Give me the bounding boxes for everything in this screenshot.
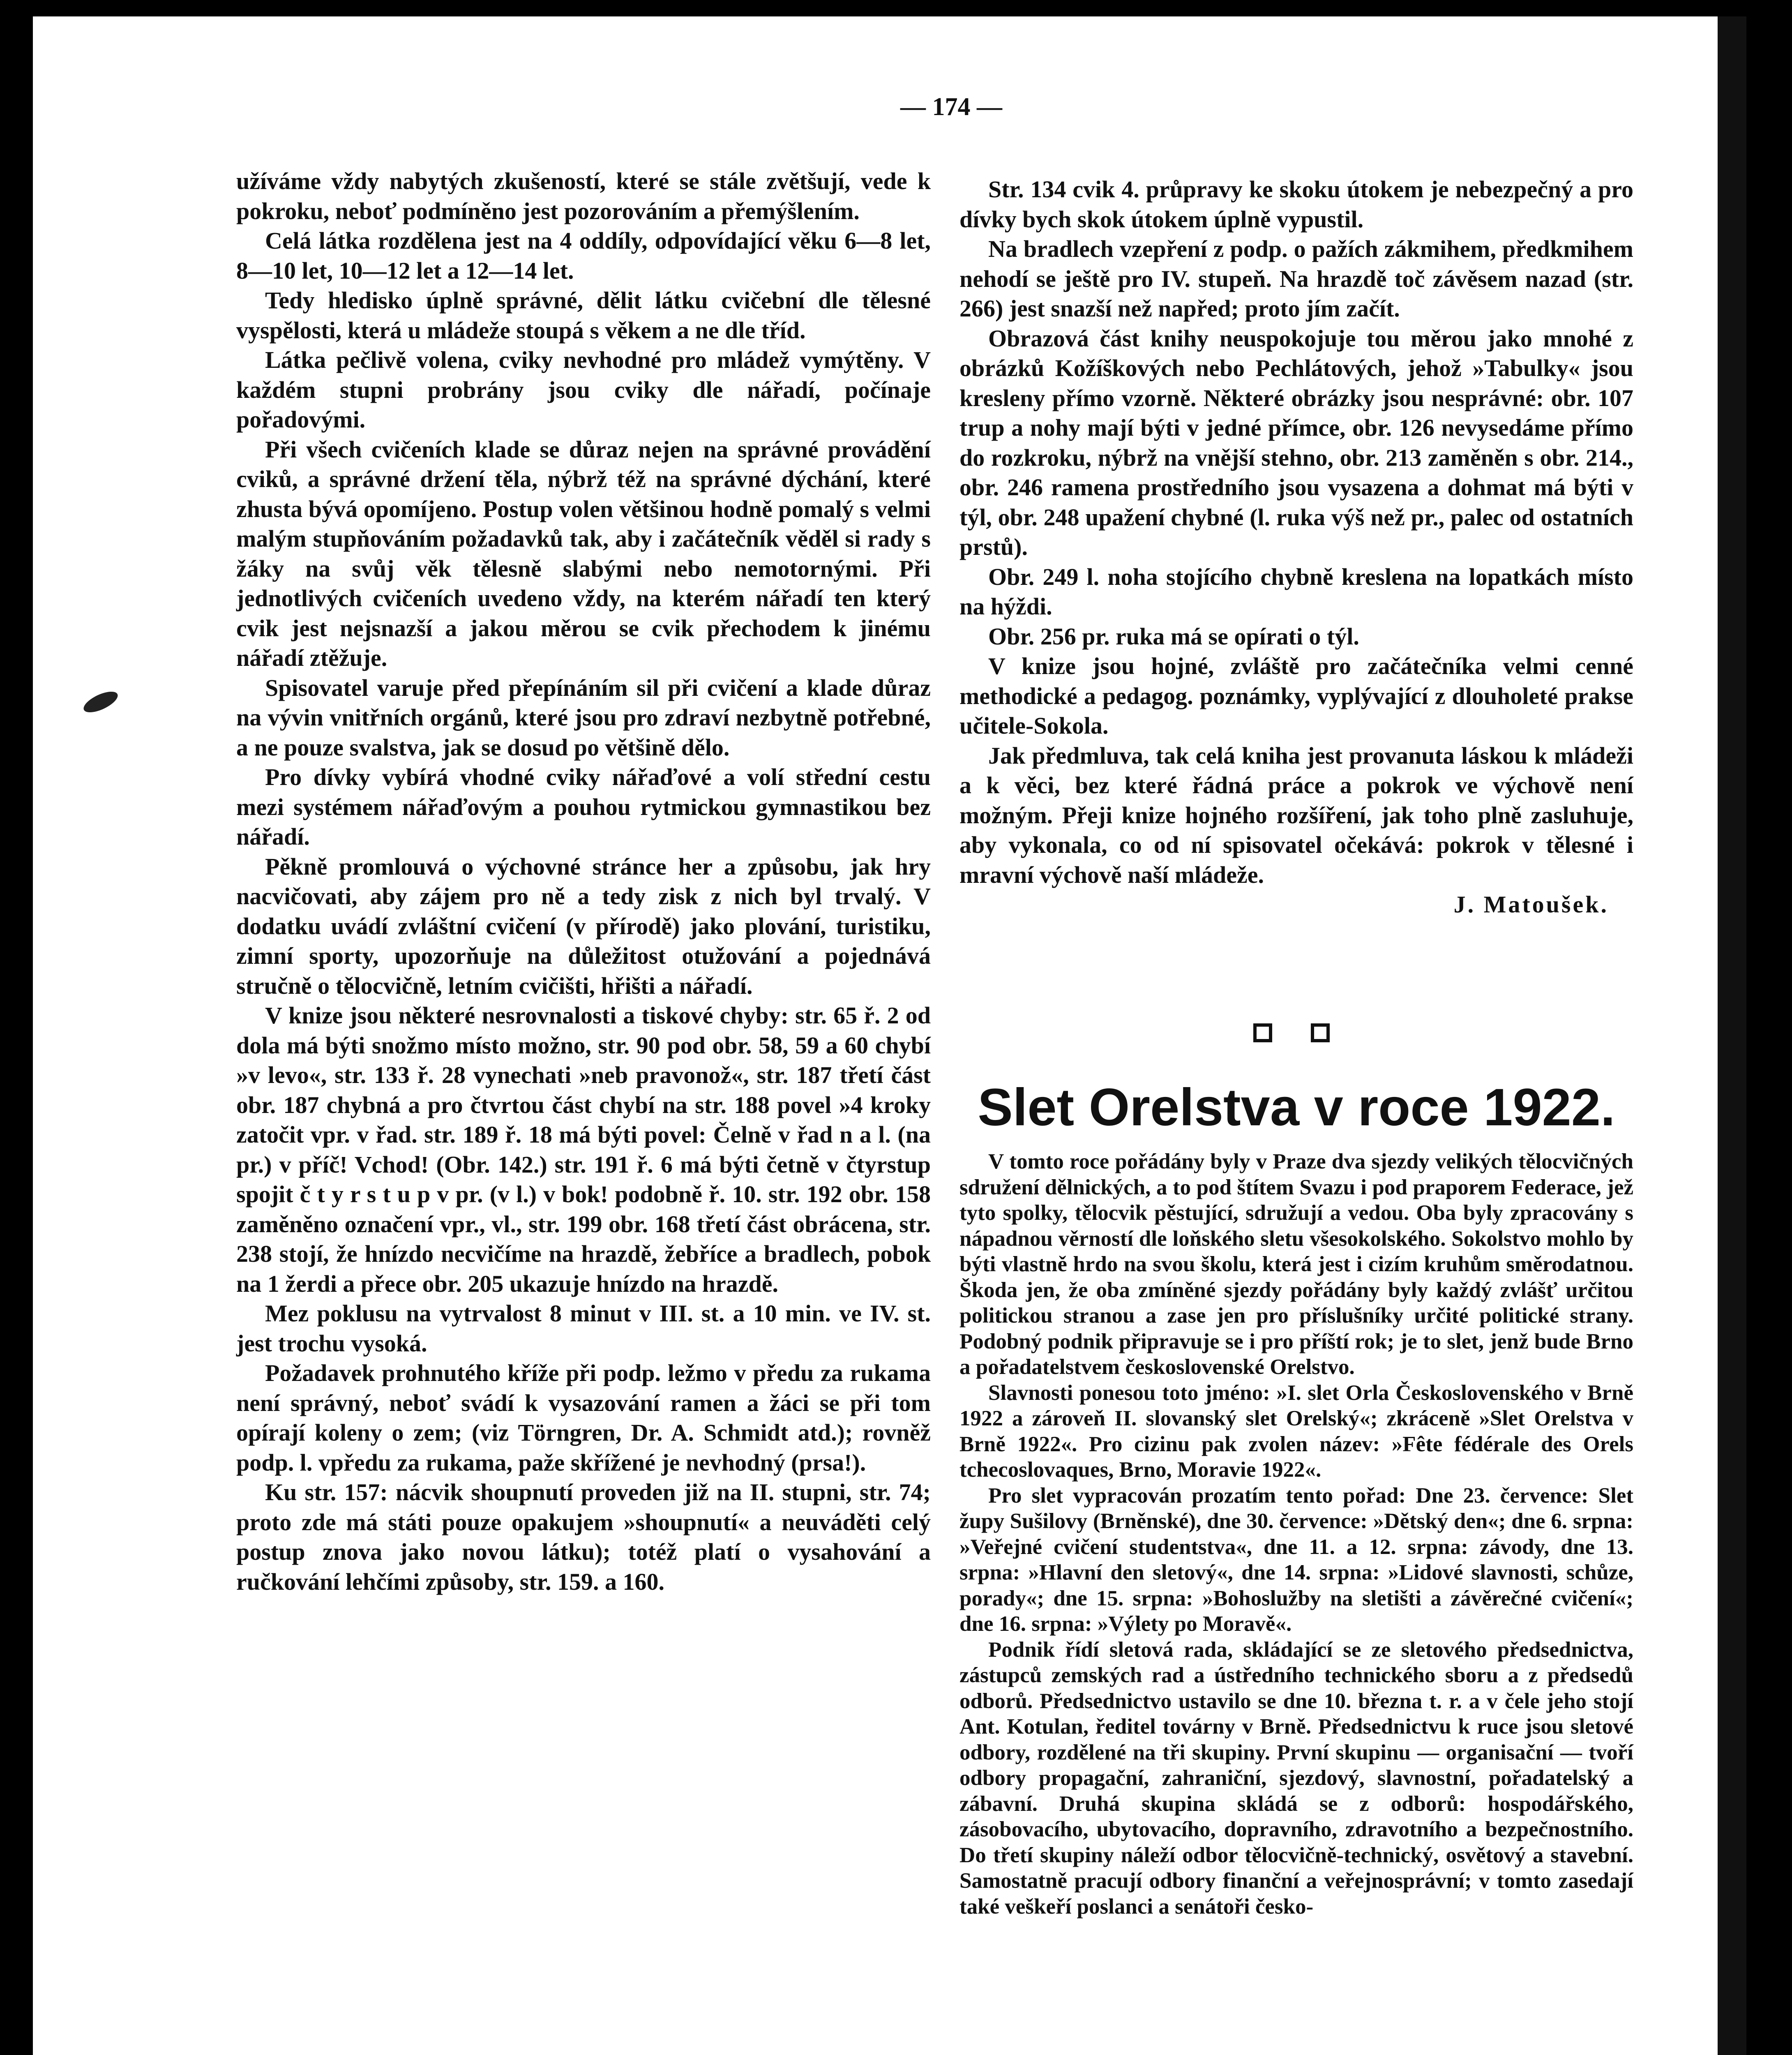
paragraph: Slavnosti ponesou toto jméno: »I. slet Orla Československého v Brně 1922 a zároveň II. slovanský slet Orelský«; zkráceně »Slet Orelstva v Brně 1922«. Pro cizinu pak zvolen název: »Fête fédérale des Orels tchecoslovaques, Brno, Moravie 1922«. (959, 1381, 1633, 1482)
paragraph: Obr. 256 pr. ruka má se opírati o týl. (988, 623, 1359, 650)
paragraph: Ku str. 157: nácvik shoupnutí proveden již na II. stupni, str. 74; proto zde má státi pouze opakujem »shoupnutí« a neuváděti celý postup znova jako novou látku); totéž platí o vysahování a ručkování lehčími způsoby, str. 159. a 160. (236, 1479, 931, 1595)
paragraph: Celá látka rozdělena jest na 4 oddíly, odpovídající věku 6—8 let, 8—10 let, 10—12 let a 12—14 let. (236, 227, 931, 284)
paragraph: Obrazová část knihy neuspokojuje tou měrou jako mnohé z obrázků Kožíškových nebo Pechlátových, jehož »Tabulky« jsou kresleny přímo vzorně. Některé obrázky jsou nesprávné: obr. 107 trup a nohy mají býti v jedné přímce, obr. 126 nevysedáme přímo do rozkroku, nýbrž na vnější stehno, obr. 213 zaměněn s obr. 214., obr. 246 ramena prostředního jsou vysazena a dohmat má býti v týl, obr. 248 upažení chybné (l. ruka výš než pr., palec od ostatních prstů). (959, 325, 1633, 560)
paragraph: užíváme vždy nabytých zkušeností, které se stále zvětšují, vede k pokroku, neboť podmíněno jest pozorováním a přemýšlením. (236, 168, 931, 224)
binding-edge (1718, 16, 1746, 2055)
paragraph: V knize jsou hojné, zvláště pro začátečníka velmi cenné methodické a pedagog. poznámky, vyplývající z dlouholeté prakse učitele-Sokola. (959, 653, 1633, 739)
square-ornament-icon (1253, 1023, 1272, 1042)
square-ornament-icon (1311, 1023, 1330, 1042)
left-column (236, 166, 931, 1597)
paragraph: Požadavek prohnutého kříže při podp. ležmo v předu za rukama není správný, neboť svádí k vysazování ramen a žáci se při tom opírají koleny o zem; (viz Törngren, Dr. A. Schmidt atd.); rovněž podp. l. vpředu za rukama, paže skřížené je nevhodný (prsa!). (236, 1360, 931, 1476)
paragraph: Jak předmluva, tak celá kniha jest provanuta láskou k mládeži a k věci, bez které řádná práce a pokrok ve výchově není možným. Přeji knize hojného rozšíření, jak toho plně zasluhuje, aby vykonala, co od ní spisovatel očekává: pokrok v tělesné i mravní výchově naší mládeže. (959, 742, 1633, 888)
article-title: Slet Orelstva v roce 1922. (978, 1078, 1615, 1137)
paragraph: Tedy hledisko úplně správné, dělit látku cvičební dle tělesné vyspělosti, která u mládeže stoupá s věkem a ne dle tříd. (236, 287, 931, 344)
paragraph: Pro dívky vybírá vhodné cviky nářaďové a volí střední cestu mezi systémem nářaďovým a pouhou rytmickou gymnastikou bez nářadí. (236, 764, 931, 850)
paragraph: Podnik řídí sletová rada, skládající se ze sletového předsednictva, zástupců zemských rad a ústředního technického sboru a z předsedů odborů. Předsednictvo ustavilo se dne 10. března t. r. a v čele jeho stojí Ant. Kotulan, ředitel továrny v Brně. Předsednictvu k ruce jsou sletové odbory, rozdělené na tři skupiny. První skupinu — organisační — tvoří odbory propagační, zahraniční, sjezdový, slavnostní, pořadatelský a zábavní. Druhá skupina skládá se z odborů: hospodářského, zásobovacího, ubytovacího, dopravního, zdravotního a bezpečnostního. Do třetí skupiny náleží odbor tělocvičně-technický, osvětový a stavební. Samostatně pracují odbory finanční a veřejnosprávní; v tomto zasedají také veškeří poslanci a senátoři česko- (959, 1637, 1633, 1919)
paragraph: Při všech cvičeních klade se důraz nejen na správné provádění cviků, a správné držení těla, nýbrž též na správné dýchání, které zhusta bývá opomíjeno. Postup volen většinou hodně pomalý s velmi malým stupňováním požadavků tak, aby i začátečník věděl si rady s žáky na svůj věk tělesně slabými nebo nemotornými. Při jednotlivých cvičeních uvedeno vždy, na kterém nářadí ten který cvik jest nejsnazší a jakou měrou se cvik přechodem k jinému nářadí ztěžuje. (236, 436, 931, 671)
paragraph: Na bradlech vzepření z podp. o pažích zákmihem, předkmihem nehodí se ještě pro IV. stupeň. Na hrazdě toč závěsem nazad (str. 266) jest snazší než napřed; proto jím začít. (959, 236, 1633, 322)
review-signature: J. Matoušek. (1453, 891, 1609, 918)
paragraph: Mez poklusu na vytrvalost 8 minut v III. st. a 10 min. ve IV. st. jest trochu vysoká. (236, 1300, 931, 1357)
page-number: — 174 — (900, 93, 1002, 121)
section-divider (1253, 1023, 1348, 1048)
paragraph: Pěkně promlouvá o výchovné stránce her a způsobu, jak hry nacvičovati, aby zájem pro ně a tedy zisk z nich byl trvalý. V dodatku uvádí zvláštní cvičení (v přírodě) jako plování, turistiku, zimní sporty, upozorňuje na důležitost otužování a pojednává stručně o tělocvičně, letním cvičišti, hřišti a nářadí. (236, 853, 931, 999)
right-column (959, 175, 1633, 920)
paragraph: V knize jsou některé nesrovnalosti a tiskové chyby: str. 65 ř. 2 od dola má býti snožmo místo možno, str. 90 pod obr. 58, 59 a 60 chybí »v levo«, str. 133 ř. 28 vynechati »neb pravonož«, str. 187 třetí část obr. 187 chybná a pro čtvrtou část chybí na str. 188 povel »4 kroky zatočit vpr. v řad. str. 189 ř. 18 má býti povel: Čelně v řad n a l. (na pr.) v příč! Vchod! (Obr. 142.) str. 191 ř. 6 má býti četně v čtyrstup spojit č t y r s t u p v pr. (v l.) v bok! podobně ř. 10. str. 192 obr. 158 zaměněno označení vpr., vl., str. 199 obr. 168 třetí část obrácena, str. 238 stojí, že hnízdo necvičíme na hrazdě, žebříce a bradlech, pobok na 1 žerdi a přece obr. 205 ukazuje hnízdo na hrazdě. (236, 1002, 931, 1297)
paragraph: V tomto roce pořádány byly v Praze dva sjezdy velikých tělocvičných sdružení dělnických, a to pod štítem Svazu i pod praporem Federace, jež tyto spolky, tělocvik pěstující, sdružují a vedou. Oba byly zpracovány s nápadnou věrností dle loňského sletu všesokolského. Sokolstvo mohlo by býti vlastně hrdo na svou školu, která jest i cizím kruhům směrodatnou. Škoda jen, že oba zmíněné sjezdy pořádány byly každý zvlášť určitou politickou stranou a zase jen pro příslušníky určité politické strany. Podobný podnik připravuje se i pro příští rok; je to slet, jenž bude Brno a pořadatelstvem československé Orelstvo. (959, 1150, 1633, 1379)
paragraph: Str. 134 cvik 4. průpravy ke skoku útokem je nebezpečný a pro dívky bych skok útokem úplně vypustil. (959, 176, 1633, 233)
paragraph: Spisovatel varuje před přepínáním sil při cvičení a klade důraz na vývin vnitřních orgánů, které jsou pro zdraví nezbytně potřebné, a ne pouze svalstva, jak se dosud po většině dělo. (236, 674, 931, 761)
paragraph: Látka pečlivě volena, cviky nevhodné pro mládež vymýtěny. V každém stupni probrány jsou cviky dle nářadí, počínaje pořadovými. (236, 346, 931, 433)
paragraph: Obr. 249 l. noha stojícího chybně kreslena na lopatkách místo na hýždi. (959, 563, 1633, 620)
article-body (959, 1149, 1633, 1919)
paragraph: Pro slet vypracován prozatím tento pořad: Dne 23. července: Slet župy Sušilovy (Brněnské), dne 30. července: »Dětský den«; dne 6. srpna: »Veřejné cvičení studentstva«, dne 11. a 12. srpna: závody, dne 13. srpna: »Hlavní den sletový«, dne 14. srpna: »Lidové slavnosti, schůze, porady«; dne 15. srpna: »Bohoslužby na sletišti a závěrečné cvičení«; dne 16. srpna: »Výlety po Moravě«. (959, 1483, 1633, 1636)
